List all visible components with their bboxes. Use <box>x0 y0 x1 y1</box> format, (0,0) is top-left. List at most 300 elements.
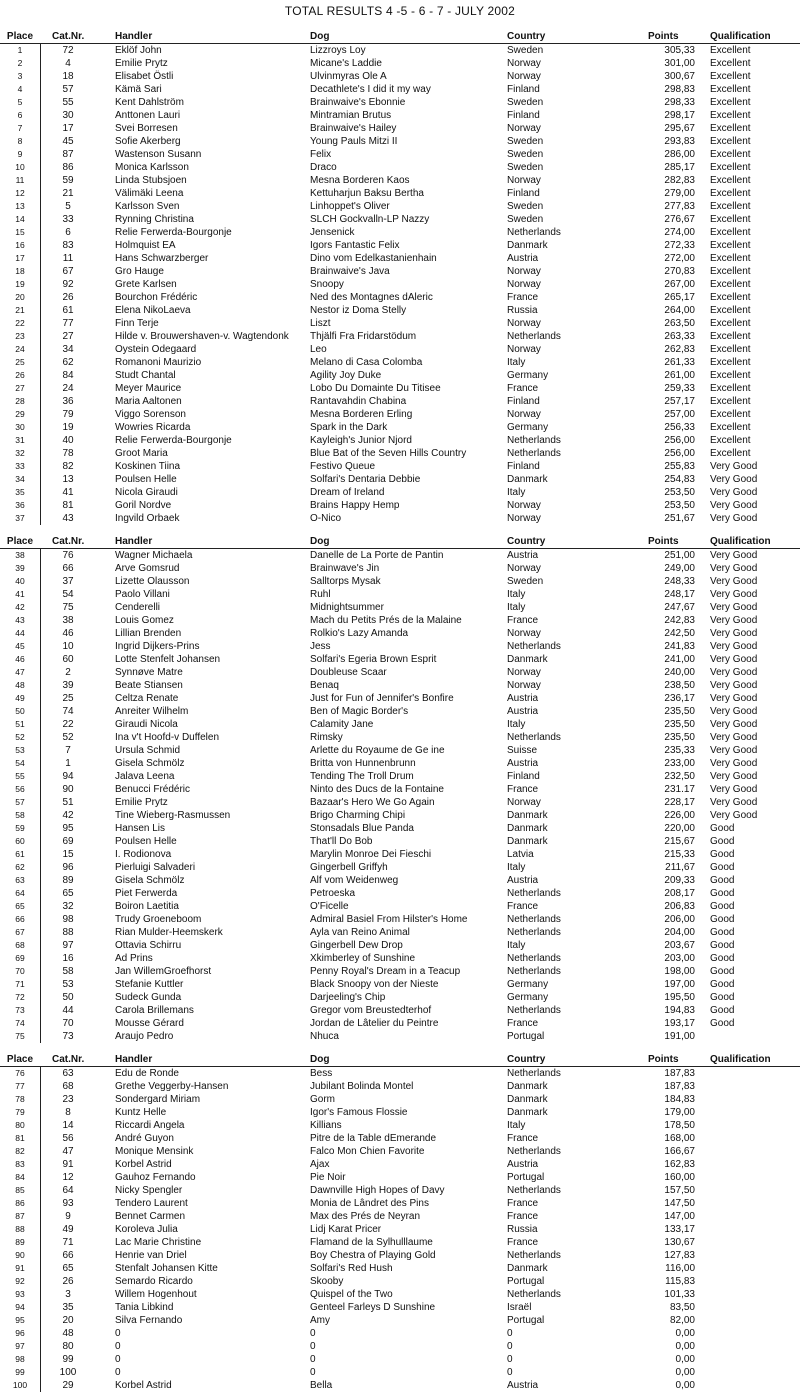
country-cell: Netherlands <box>507 927 561 938</box>
country-cell: Norway <box>507 409 541 420</box>
points-cell: 147,50 <box>664 1198 695 1209</box>
cat-nr-cell: 27 <box>62 331 74 342</box>
place-cell: 18 <box>15 266 25 276</box>
points-cell: 206,00 <box>664 914 695 925</box>
qualification-cell: Excellent <box>710 58 751 69</box>
table-row <box>0 549 800 562</box>
table-row <box>0 330 800 343</box>
points-cell: 83,50 <box>669 1302 695 1313</box>
column-header-points: Points <box>648 1054 679 1065</box>
country-cell: Norway <box>507 279 541 290</box>
dog-cell: Darjeeling's Chip <box>310 992 386 1003</box>
place-cell: 64 <box>15 888 25 898</box>
qualification-cell: Excellent <box>710 435 751 446</box>
points-cell: 259,33 <box>664 383 695 394</box>
dog-cell: Snoopy <box>310 279 344 290</box>
table-row <box>0 1067 800 1080</box>
qualification-cell: Good <box>710 875 735 886</box>
points-cell: 0,00 <box>675 1354 695 1365</box>
country-cell: Finland <box>507 188 540 199</box>
results-section-1 <box>0 31 800 525</box>
column-header-handler: Handler <box>115 536 153 547</box>
points-cell: 82,00 <box>669 1315 695 1326</box>
place-column-divider <box>40 44 41 525</box>
country-cell: France <box>507 292 539 303</box>
table-row <box>0 369 800 382</box>
cat-nr-cell: 45 <box>62 136 74 147</box>
handler-cell: Beate Stiansen <box>115 680 183 691</box>
cat-nr-cell: 13 <box>62 474 74 485</box>
dog-cell: Ruhl <box>310 589 331 600</box>
cat-nr-cell: 35 <box>62 1302 74 1313</box>
handler-cell: Grethe Veggerby-Hansen <box>115 1081 229 1092</box>
points-cell: 298,33 <box>664 97 695 108</box>
table-row <box>0 627 800 640</box>
table-row <box>0 835 800 848</box>
dog-cell: Thjälfi Fra Fridarstödum <box>310 331 417 342</box>
cat-nr-cell: 80 <box>62 1341 74 1352</box>
dog-cell: Amy <box>310 1315 330 1326</box>
place-cell: 68 <box>15 940 25 950</box>
dog-cell: Marylin Monroe Dei Fieschi <box>310 849 432 860</box>
country-cell: Danmark <box>507 474 548 485</box>
country-cell: 0 <box>507 1354 513 1365</box>
country-cell: Israël <box>507 1302 532 1313</box>
place-cell: 74 <box>15 1018 25 1028</box>
handler-cell: Silva Fernando <box>115 1315 183 1326</box>
country-cell: France <box>507 1211 539 1222</box>
cat-nr-cell: 2 <box>65 667 71 678</box>
handler-cell: I. Rodionova <box>115 849 172 860</box>
dog-cell: Alf vom Weidenweg <box>310 875 399 886</box>
dog-cell: Dino vom Edelkastanienhain <box>310 253 437 264</box>
handler-cell: Lillian Brenden <box>115 628 182 639</box>
cat-nr-cell: 84 <box>62 370 74 381</box>
points-cell: 241,83 <box>664 641 695 652</box>
qualification-cell: Excellent <box>710 318 751 329</box>
place-cell: 58 <box>15 810 25 820</box>
cat-nr-cell: 100 <box>59 1367 77 1378</box>
qualification-cell: Very Good <box>710 576 758 587</box>
handler-cell: Emilie Prytz <box>115 58 168 69</box>
cat-nr-cell: 98 <box>62 914 74 925</box>
cat-nr-cell: 30 <box>62 110 74 121</box>
dog-cell: Mesna Borderen Kaos <box>310 175 410 186</box>
qualification-cell: Excellent <box>710 214 751 225</box>
place-cell: 39 <box>15 563 25 573</box>
place-cell: 44 <box>15 628 25 638</box>
dog-cell: Rantavahdin Chabina <box>310 396 407 407</box>
country-cell: Norway <box>507 500 541 511</box>
cat-nr-cell: 67 <box>62 266 74 277</box>
dog-cell: Lobo Du Domainte Du Titisee <box>310 383 441 394</box>
dog-cell: Midnightsummer <box>310 602 384 613</box>
dog-cell: Nestor iz Doma Stelly <box>310 305 407 316</box>
dog-cell: Brigo Charming Chipi <box>310 810 406 821</box>
table-row <box>0 265 800 278</box>
points-cell: 193,17 <box>664 1018 695 1029</box>
handler-cell: Boiron Laetitia <box>115 901 179 912</box>
cat-nr-cell: 21 <box>62 188 74 199</box>
place-cell: 34 <box>15 474 25 484</box>
qualification-cell: Very Good <box>710 654 758 665</box>
points-cell: 263,50 <box>664 318 695 329</box>
dog-cell: Ned des Montagnes dAleric <box>310 292 433 303</box>
table-row <box>0 109 800 122</box>
dog-cell: O'Ficelle <box>310 901 349 912</box>
handler-cell: Monica Karlsson <box>115 162 189 173</box>
cat-nr-cell: 66 <box>62 1250 74 1261</box>
points-cell: 261,33 <box>664 357 695 368</box>
qualification-cell: Excellent <box>710 331 751 342</box>
handler-cell: Hansen Lis <box>115 823 166 834</box>
handler-cell: Relie Ferwerda-Bourgonje <box>115 435 232 446</box>
table-row <box>0 731 800 744</box>
handler-cell: André Guyon <box>115 1133 174 1144</box>
dog-cell: Melano di Casa Colomba <box>310 357 423 368</box>
dog-cell: Festivo Queue <box>310 461 376 472</box>
dog-cell: Ajax <box>310 1159 330 1170</box>
points-cell: 301,00 <box>664 58 695 69</box>
qualification-cell: Very Good <box>710 500 758 511</box>
table-row <box>0 848 800 861</box>
place-column-divider <box>40 1067 41 1392</box>
qualification-cell: Excellent <box>710 422 751 433</box>
handler-cell: 0 <box>115 1367 121 1378</box>
place-cell: 84 <box>15 1172 25 1182</box>
table-row <box>0 822 800 835</box>
place-cell: 27 <box>15 383 25 393</box>
points-cell: 179,00 <box>664 1107 695 1118</box>
cat-nr-cell: 4 <box>65 58 71 69</box>
points-cell: 235,33 <box>664 745 695 756</box>
place-cell: 14 <box>15 214 25 224</box>
country-cell: Germany <box>507 370 549 381</box>
table-row <box>0 1030 800 1043</box>
handler-cell: Elena NikoLaeva <box>115 305 191 316</box>
points-cell: 204,00 <box>664 927 695 938</box>
table-row <box>0 1145 800 1158</box>
place-cell: 21 <box>15 305 25 315</box>
cat-nr-cell: 46 <box>62 628 74 639</box>
handler-cell: Stenfalt Johansen Kitte <box>115 1263 218 1274</box>
qualification-cell: Excellent <box>710 383 751 394</box>
dog-cell: Lidj Karat Pricer <box>310 1224 382 1235</box>
country-cell: Netherlands <box>507 1185 561 1196</box>
place-cell: 19 <box>15 279 25 289</box>
cat-nr-cell: 37 <box>62 576 74 587</box>
points-cell: 295,67 <box>664 123 695 134</box>
points-cell: 248,17 <box>664 589 695 600</box>
cat-nr-cell: 51 <box>62 797 74 808</box>
handler-cell: Nicky Spengler <box>115 1185 183 1196</box>
cat-nr-cell: 64 <box>62 1185 74 1196</box>
place-cell: 23 <box>15 331 25 341</box>
dog-cell: Jensenick <box>310 227 355 238</box>
points-cell: 236,17 <box>664 693 695 704</box>
country-cell: Netherlands <box>507 448 561 459</box>
place-cell: 45 <box>15 641 25 651</box>
handler-cell: Gisela Schmölz <box>115 758 185 769</box>
handler-cell: Wastenson Susann <box>115 149 202 160</box>
points-cell: 276,67 <box>664 214 695 225</box>
handler-cell: Ingvild Orbaek <box>115 513 180 524</box>
handler-cell: Finn Terje <box>115 318 159 329</box>
country-cell: Sweden <box>507 97 544 108</box>
table-row <box>0 653 800 666</box>
handler-cell: Sudeck Gunda <box>115 992 182 1003</box>
place-cell: 12 <box>15 188 25 198</box>
points-cell: 115,83 <box>665 1276 695 1287</box>
cat-nr-cell: 71 <box>62 1237 74 1248</box>
qualification-cell: Good <box>710 979 735 990</box>
table-row <box>0 692 800 705</box>
cat-nr-cell: 82 <box>62 461 74 472</box>
points-cell: 248,33 <box>664 576 695 587</box>
dog-cell: Kayleigh's Junior Njord <box>310 435 412 446</box>
cat-nr-cell: 42 <box>62 810 74 821</box>
handler-cell: Rynning Christina <box>115 214 194 225</box>
points-cell: 235,50 <box>664 706 695 717</box>
qualification-cell: Good <box>710 966 735 977</box>
qualification-cell: Very Good <box>710 602 758 613</box>
place-cell: 100 <box>12 1380 28 1390</box>
points-cell: 240,00 <box>664 667 695 678</box>
cat-nr-cell: 58 <box>62 966 74 977</box>
cat-nr-cell: 8 <box>65 1107 71 1118</box>
cat-nr-cell: 94 <box>62 771 74 782</box>
country-cell: Portugal <box>507 1031 545 1042</box>
cat-nr-cell: 47 <box>62 1146 74 1157</box>
points-cell: 285,17 <box>664 162 695 173</box>
column-header-dog: Dog <box>310 536 330 547</box>
place-cell: 17 <box>15 253 25 263</box>
cat-nr-cell: 65 <box>62 888 74 899</box>
qualification-cell: Excellent <box>710 136 751 147</box>
qualification-cell: Excellent <box>710 448 751 459</box>
place-cell: 69 <box>15 953 25 963</box>
table-row <box>0 1197 800 1210</box>
country-cell: Sweden <box>507 576 544 587</box>
country-cell: Danmark <box>507 1094 548 1105</box>
place-cell: 76 <box>15 1068 25 1078</box>
handler-cell: Henrie van Driel <box>115 1250 187 1261</box>
qualification-cell: Good <box>710 862 735 873</box>
country-cell: France <box>507 1198 539 1209</box>
country-cell: Italy <box>507 719 526 730</box>
handler-cell: Willem Hogenhout <box>115 1289 197 1300</box>
dog-cell: Brainwaive's Java <box>310 266 390 277</box>
dog-cell: Mintramian Brutus <box>310 110 392 121</box>
dog-cell: Pitre de la Table dEmerande <box>310 1133 437 1144</box>
country-cell: Netherlands <box>507 888 561 899</box>
place-cell: 72 <box>15 992 25 1002</box>
place-cell: 3 <box>17 71 23 81</box>
table-row <box>0 226 800 239</box>
table-row <box>0 718 800 731</box>
place-cell: 71 <box>15 979 25 989</box>
points-cell: 305,33 <box>664 45 695 56</box>
handler-cell: Bourchon Frédéric <box>115 292 198 303</box>
handler-cell: Relie Ferwerda-Bourgonje <box>115 227 232 238</box>
qualification-cell: Excellent <box>710 45 751 56</box>
results-table-body <box>0 549 800 1043</box>
country-cell: Netherlands <box>507 1250 561 1261</box>
country-cell: Italy <box>507 589 526 600</box>
table-row <box>0 991 800 1004</box>
dog-cell: Ayla van Reino Animal <box>310 927 410 938</box>
country-cell: Netherlands <box>507 1146 561 1157</box>
country-cell: Italy <box>507 862 526 873</box>
points-cell: 178,50 <box>664 1120 695 1131</box>
table-row <box>0 965 800 978</box>
cat-nr-cell: 1 <box>65 758 71 769</box>
column-header-dog: Dog <box>310 31 330 42</box>
cat-nr-cell: 19 <box>62 422 74 433</box>
dog-cell: Stonsadals Blue Panda <box>310 823 414 834</box>
country-cell: Netherlands <box>507 641 561 652</box>
qualification-cell: Very Good <box>710 719 758 730</box>
cat-nr-cell: 59 <box>62 175 74 186</box>
dog-cell: 0 <box>310 1328 316 1339</box>
points-cell: 233,00 <box>664 758 695 769</box>
country-cell: Danmark <box>507 823 548 834</box>
dog-cell: Flamand de la Sylhulllaume <box>310 1237 433 1248</box>
place-cell: 38 <box>15 550 25 560</box>
handler-cell: Nicola Giraudi <box>115 487 178 498</box>
dog-cell: Killians <box>310 1120 342 1131</box>
qualification-cell: Excellent <box>710 71 751 82</box>
place-cell: 96 <box>15 1328 25 1338</box>
qualification-cell: Very Good <box>710 784 758 795</box>
table-row <box>0 1119 800 1132</box>
table-row <box>0 1353 800 1366</box>
place-cell: 46 <box>15 654 25 664</box>
results-section-3 <box>0 1054 800 1392</box>
handler-cell: Anttonen Lauri <box>115 110 181 121</box>
place-cell: 77 <box>15 1081 25 1091</box>
table-row <box>0 148 800 161</box>
country-cell: Netherlands <box>507 331 561 342</box>
dog-cell: Calamity Jane <box>310 719 374 730</box>
cat-nr-cell: 43 <box>62 513 74 524</box>
points-cell: 127,83 <box>664 1250 695 1261</box>
country-cell: Finland <box>507 110 540 121</box>
table-row <box>0 1288 800 1301</box>
column-header-row <box>0 31 800 43</box>
points-cell: 253,50 <box>664 487 695 498</box>
points-cell: 232,50 <box>664 771 695 782</box>
column-header-handler: Handler <box>115 1054 153 1065</box>
table-row <box>0 978 800 991</box>
points-cell: 166,67 <box>664 1146 695 1157</box>
dog-cell: Solfari's Egeria Brown Esprit <box>310 654 437 665</box>
country-cell: Austria <box>507 253 539 264</box>
cat-nr-cell: 12 <box>62 1172 74 1183</box>
country-cell: Italy <box>507 602 526 613</box>
cat-nr-cell: 72 <box>62 45 74 56</box>
place-cell: 91 <box>15 1263 25 1273</box>
points-cell: 256,00 <box>664 448 695 459</box>
dog-cell: Dream of Ireland <box>310 487 385 498</box>
cat-nr-cell: 11 <box>62 253 74 264</box>
points-cell: 249,00 <box>664 563 695 574</box>
points-cell: 215,67 <box>664 836 695 847</box>
qualification-cell: Excellent <box>710 110 751 121</box>
handler-cell: Grete Karlsen <box>115 279 177 290</box>
dog-cell: Max des Prés de Neyran <box>310 1211 421 1222</box>
cat-nr-cell: 56 <box>62 1133 74 1144</box>
dog-cell: Benaq <box>310 680 339 691</box>
table-row <box>0 213 800 226</box>
place-cell: 48 <box>15 680 25 690</box>
handler-cell: Maria Aaltonen <box>115 396 182 407</box>
country-cell: France <box>507 784 539 795</box>
dog-cell: Boy Chestra of Playing Gold <box>310 1250 436 1261</box>
country-cell: 0 <box>507 1367 513 1378</box>
table-row <box>0 744 800 757</box>
place-cell: 4 <box>17 84 23 94</box>
table-row <box>0 952 800 965</box>
table-row <box>0 57 800 70</box>
points-cell: 116,00 <box>665 1263 695 1274</box>
results-section-2 <box>0 536 800 1043</box>
place-cell: 10 <box>15 162 25 172</box>
place-cell: 85 <box>15 1185 25 1195</box>
handler-cell: Ursula Schmid <box>115 745 181 756</box>
qualification-cell: Good <box>710 849 735 860</box>
dog-cell: Liszt <box>310 318 331 329</box>
cat-nr-cell: 38 <box>62 615 74 626</box>
cat-nr-cell: 52 <box>62 732 74 743</box>
dog-cell: Ben of Magic Border's <box>310 706 409 717</box>
handler-cell: Gauhoz Fernando <box>115 1172 196 1183</box>
country-cell: Portugal <box>507 1315 545 1326</box>
country-cell: Norway <box>507 58 541 69</box>
column-header-row <box>0 536 800 548</box>
points-cell: 272,33 <box>664 240 695 251</box>
handler-cell: Rian Mulder-Heemskerk <box>115 927 223 938</box>
table-row <box>0 395 800 408</box>
qualification-cell: Excellent <box>710 227 751 238</box>
place-cell: 61 <box>15 849 25 859</box>
handler-cell: Linda Stubsjoen <box>115 175 187 186</box>
cat-nr-cell: 99 <box>62 1354 74 1365</box>
qualification-cell: Good <box>710 836 735 847</box>
qualification-cell: Good <box>710 927 735 938</box>
cat-nr-cell: 6 <box>65 227 71 238</box>
place-column-divider <box>40 549 41 1043</box>
table-row <box>0 317 800 330</box>
dog-cell: Salltorps Mysak <box>310 576 381 587</box>
handler-cell: Paolo Villani <box>115 589 170 600</box>
place-cell: 37 <box>15 513 25 523</box>
cat-nr-cell: 40 <box>62 435 74 446</box>
table-row <box>0 460 800 473</box>
place-cell: 99 <box>15 1367 25 1377</box>
qualification-cell: Very Good <box>710 810 758 821</box>
cat-nr-cell: 15 <box>62 849 74 860</box>
points-cell: 220,00 <box>664 823 695 834</box>
country-cell: Austria <box>507 875 539 886</box>
country-cell: Finland <box>507 461 540 472</box>
cat-nr-cell: 24 <box>62 383 74 394</box>
table-row <box>0 1093 800 1106</box>
points-cell: 209,33 <box>664 875 695 886</box>
dog-cell: Brainwaive's Hailey <box>310 123 397 134</box>
handler-cell: Karlsson Sven <box>115 201 180 212</box>
qualification-cell: Good <box>710 888 735 899</box>
